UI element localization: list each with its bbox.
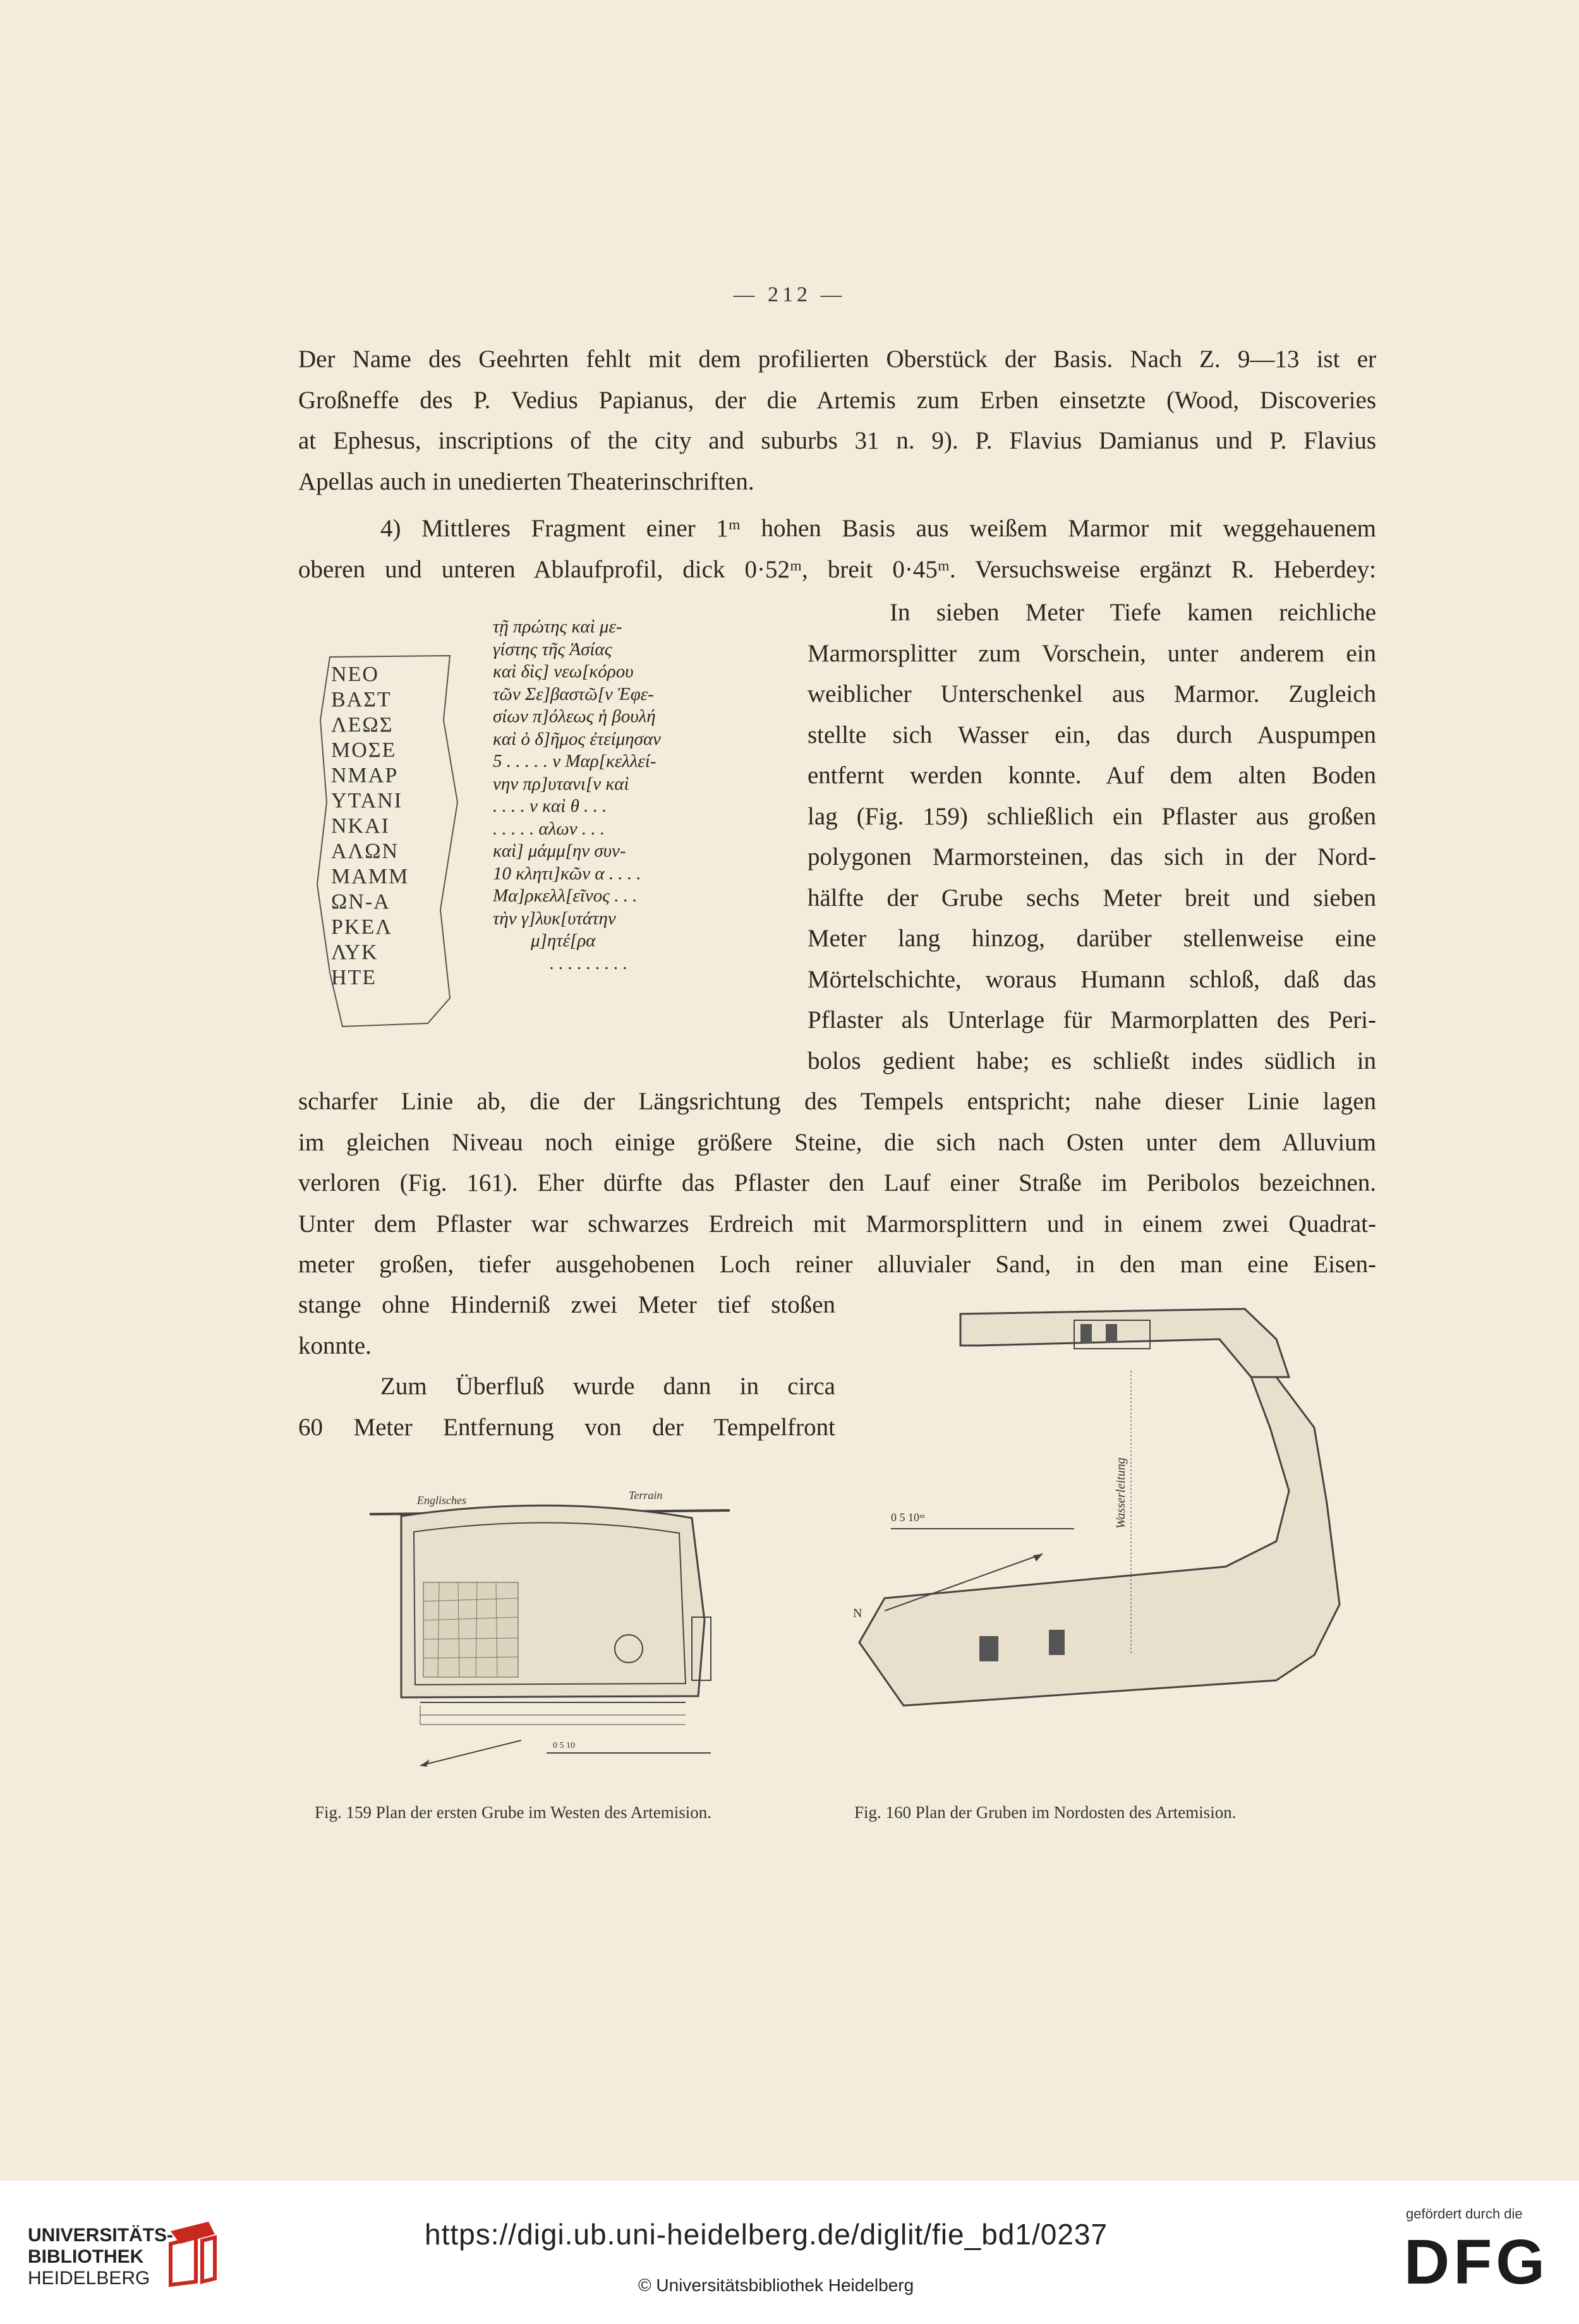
inscription-fragment-drawing	[292, 644, 481, 1036]
greek-line: . . . . ν καὶ θ . . .	[493, 796, 607, 816]
greek-line: καὶ ὁ δ]ῆμος ἐτείμησαν	[493, 728, 662, 749]
fig159-caption: Fig. 159 Plan der ersten Grube im Westen des Artemision.	[315, 1803, 711, 1822]
text-line: scharfer Linie ab, die der Längsrichtung des Tempels entspricht; nahe dieser Linie lagen	[298, 1088, 1376, 1115]
fig160-caption: Fig. 160 Plan der Gruben im Nordosten des Artemision.	[854, 1803, 1237, 1822]
text-line: polygonen Marmorsteinen, das sich in der Nord-	[808, 843, 1376, 870]
fragment-line: ΜΑΜΜ	[331, 865, 409, 888]
fragment-line: ΡΚΕΛ	[331, 915, 392, 939]
text-line: Marmorsplitter zum Vorschein, unter anderem ein	[808, 639, 1376, 667]
text-line: Apellas auch in unedierten Theaterinschriften.	[298, 467, 754, 495]
greek-line: τῶν Σε]βαστῶ[ν Ἐφε-	[493, 683, 654, 704]
fig159-label-englisches: Englisches	[417, 1494, 466, 1507]
left-column-text	[298, 1285, 835, 1448]
library-line: UNIVERSITÄTS-	[28, 2225, 174, 2246]
text-line: Zum Überfluß wurde dann in circa	[380, 1373, 835, 1400]
text-line: verloren (Fig. 161). Eher dürfte das Pflaster den Lauf einer Straße im Peribolos bezeichnen.	[298, 1169, 1376, 1196]
library-name	[28, 2225, 173, 2289]
text-line: meter großen, tiefer ausgehobenen Loch reiner alluvialer Sand, in den man eine Eisen-	[298, 1251, 1376, 1278]
funding-note: gefördert durch die	[1406, 2206, 1523, 2222]
fig159-scale: 0 5 10	[553, 1741, 575, 1750]
text-line: Pflaster als Unterlage für Marmorplatten des Peri-	[808, 1006, 1376, 1033]
text-line: at Ephesus, inscriptions of the city and suburbs 31 n. 9). P. Flavius Damianus und P. Flavius	[298, 427, 1376, 454]
text-line: hälfte der Grube sechs Meter breit und sieben	[808, 884, 1376, 912]
fragment-line: ΒΑΣΤ	[331, 688, 392, 711]
fragment-line: ΛΕΩΣ	[331, 713, 394, 737]
text-line: im gleichen Niveau noch einige größere Steine, die sich nach Osten unter dem Alluvium	[298, 1128, 1376, 1156]
text-line: Großneffe des P. Vedius Papianus, der die Artemis zum Erben einsetzte (Wood, Discoveries	[298, 386, 1376, 414]
fig160-scale: 0 5 10ᵐ	[891, 1511, 925, 1524]
text-line: weiblicher Unterschenkel aus Marmor. Zugleich	[808, 680, 1376, 707]
dfg-logo: DFG	[1404, 2227, 1549, 2297]
fig160-north-label: N	[853, 1606, 862, 1620]
greek-line: . . . . . αλων . . .	[493, 818, 605, 839]
paragraph-3	[298, 1081, 1376, 1285]
fragment-line: ΜΟΣΕ	[331, 738, 397, 762]
text-line: entfernt werden konnte. Auf dem alten Boden	[808, 762, 1376, 789]
greek-line: νην πρ]υτανι[ν καὶ	[493, 773, 629, 794]
fragment-line: ΛΥΚ	[331, 941, 378, 964]
greek-line: Μα]ρκελλ[εῖνος . . .	[493, 886, 638, 906]
greek-line: τὴν γ]λυκ[υτάτην	[493, 908, 616, 929]
text-line: Der Name des Geehrten fehlt mit dem profilierten Oberstück der Basis. Nach Z. 9—13 ist er	[298, 346, 1376, 373]
greek-line: γίστης τῆς Ἀσίας	[493, 639, 612, 659]
text-line: Meter lang hinzog, darüber stellenweise eine	[808, 925, 1376, 952]
paragraph-2	[298, 509, 1376, 590]
page-number: — 212 —	[733, 283, 846, 306]
footer-bar	[0, 2181, 1579, 2324]
greek-line: καὶ δὶς] νεω[κόρου	[493, 661, 634, 682]
text-line: bolos gedient habe; es schließt indes südlich in	[808, 1047, 1376, 1075]
library-line: BIBLIOTHEK	[28, 2246, 144, 2267]
greek-line: τῇ πρώτης καὶ με-	[493, 617, 622, 637]
fragment-line: ΥΤΑΝΙ	[331, 789, 403, 812]
digital-url-link[interactable]: https://digi.ub.uni-heidelberg.de/diglit/fie_bd1/0237	[425, 2218, 1108, 2251]
greek-line: μ]ητέ[ρα	[531, 930, 596, 951]
text-line: In sieben Meter Tiefe kamen reichliche	[890, 599, 1376, 626]
fragment-line: ΝΜΑΡ	[331, 764, 399, 787]
fig160-label-wasserleitung: Wasserleitung	[1114, 1457, 1128, 1529]
text-line: konnte.	[298, 1332, 372, 1359]
text-line: stange ohne Hinderniß zwei Meter tief stoßen	[298, 1291, 835, 1318]
greek-line: 10 κλητι]κῶν α . . . .	[493, 863, 641, 884]
text-line: Unter dem Pflaster war schwarzes Erdreich mit Marmorsplittern und in einem zwei Quadrat-	[298, 1210, 1376, 1237]
library-line: HEIDELBERG	[28, 2268, 150, 2289]
fragment-line: ΩΝ-Α	[331, 890, 390, 913]
library-logo-icon	[158, 2219, 221, 2288]
right-column-text	[808, 593, 1376, 1081]
greek-line: σίων π]όλεως ἡ βουλή	[493, 706, 656, 726]
fragment-line: ΝΕΟ	[331, 663, 379, 686]
greek-line: καὶ] μάμμ[ην συν-	[493, 841, 626, 861]
text-line: 4) Mittleres Fragment einer 1ᵐ hohen Basis aus weißem Marmor mit weggehauenem	[380, 515, 1376, 542]
greek-line: . . . . . . . . .	[550, 953, 628, 973]
text-line: lag (Fig. 159) schließlich ein Pflaster aus großen	[808, 802, 1376, 830]
text-line: Mörtelschichte, woraus Humann schloß, daß das	[808, 965, 1376, 993]
fragment-line: ΗΤΕ	[331, 966, 377, 989]
text-line: stellte sich Wasser ein, das durch Auspumpen	[808, 721, 1376, 749]
fragment-line: ΑΛΩΝ	[331, 840, 399, 863]
fragment-line: ΝΚΑΙ	[331, 814, 390, 838]
fig159-label-terrain: Terrain	[629, 1489, 663, 1502]
copyright-notice: © Universitätsbibliothek Heidelberg	[638, 2275, 914, 2295]
figure-159-plan	[363, 1488, 742, 1785]
greek-inscription-text	[493, 616, 661, 975]
greek-line: 5 . . . . . ν Μαρ[κελλεί-	[493, 751, 656, 771]
text-line: 60 Meter Entfernung von der Tempelfront	[298, 1413, 835, 1441]
figure-160-plan	[834, 1301, 1390, 1794]
paragraph-1	[298, 339, 1376, 502]
text-line: oberen und unteren Ablaufprofil, dick 0·52ᵐ, breit 0·45ᵐ. Versuchsweise ergänzt R. Heberdey:	[298, 555, 1376, 583]
